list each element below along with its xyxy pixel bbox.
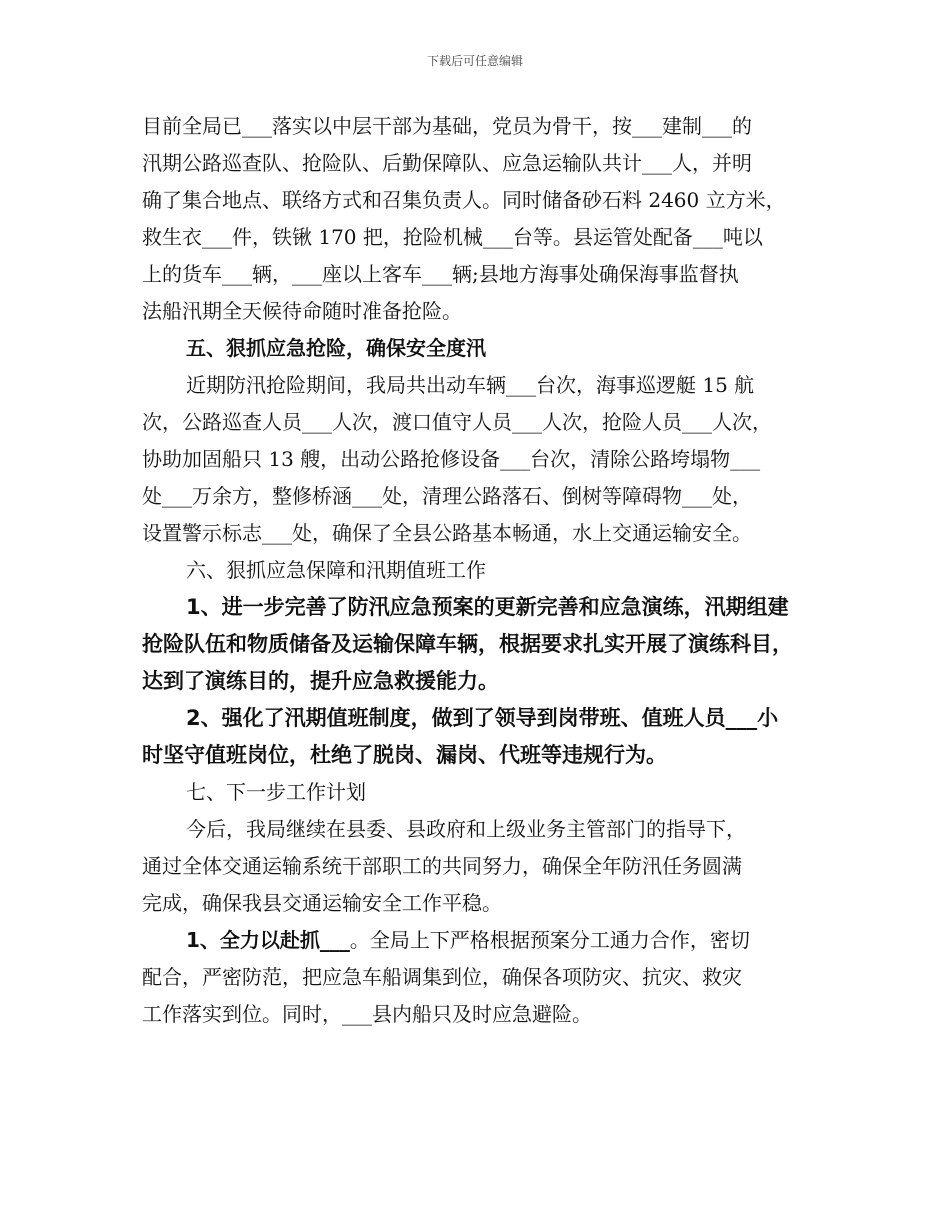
text-line: 抢险队伍和物质储备及运输保障车辆，根据要求扎实开展了演练科目， (142, 632, 793, 656)
item-all-out (142, 922, 824, 1033)
paragraph-emergency-rescue (142, 367, 824, 552)
item-plan-drill (142, 589, 824, 700)
text-line: 处___万余方，整修桥涵___处，清理公路落石、倒树等障碍物___处， (142, 484, 752, 508)
text-line: 通过全体交通运输系统干部职工的共同努力，确保全年防汛任务圆满 (142, 854, 742, 878)
text-line: 上的货车___辆，___座以上客车___辆;县地方海事处确保海事监督执 (142, 262, 739, 286)
section-heading-7: 七、下一步工作计划 (186, 780, 366, 804)
text-line: 配合，严密防范，把应急车船调集到位，确保各项防灾、抗灾、救灾 (142, 965, 742, 989)
text-line: 时坚守值班岗位，杜绝了脱岗、漏岗、代班等违规行为。 (142, 743, 667, 767)
text-line: 汛期公路巡查队、抢险队、后勤保障队、应急运输队共计___人，并明 (142, 151, 752, 175)
text-line: 完成，确保我县交通运输安全工作平稳。 (142, 891, 502, 915)
text-line: 次，公路巡查人员___人次，渡口值守人员___人次，抢险人员___人次， (142, 410, 772, 434)
item-lead-rest: 。全局上下严格根据预案分工通力合作，密切 (349, 928, 750, 952)
document-body (142, 108, 824, 1033)
section-heading-6: 六、狠抓应急保障和汛期值班工作 (186, 558, 486, 582)
text-line: 近期防汛抢险期间，我局共出动车辆___台次，海事巡逻艇 15 航 (186, 373, 755, 397)
text-line: 协助加固船只 13 艘，出动公路抢修设备___台次，清除公路垮塌物___ (142, 447, 761, 471)
paragraph-next-steps (142, 811, 824, 922)
section-heading-5: 五、狠抓应急抢险，确保安全度汛 (186, 336, 486, 360)
text-line: 1、进一步完善了防汛应急预案的更新完善和应急演练，汛期组建 (186, 595, 789, 619)
text-line: 2、强化了汛期值班制度，做到了领导到岗带班、值班人员___小 (186, 706, 779, 730)
paragraph-resources (142, 108, 824, 330)
text-line: 工作落实到位。同时，___县内船只及时应急避险。 (142, 1002, 592, 1026)
text-line: 确了集合地点、联络方式和召集负责人。同时储备砂石料 2460 立方米， (142, 188, 786, 212)
text-line (142, 922, 824, 959)
text-line: 达到了演练目的，提升应急救援能力。 (142, 669, 499, 693)
page-header: 下载后可任意编辑 (426, 54, 523, 68)
text-line: 今后，我局继续在县委、县政府和上级业务主管部门的指导下， (186, 817, 746, 841)
item-duty-system (142, 700, 824, 774)
item-lead-bold: 1、全力以赴抓___ (186, 928, 350, 952)
text-line: 设置警示标志___处，确保了全县公路基本畅通，水上交通运输安全。 (142, 521, 752, 545)
text-line: 法船汛期全天候待命随时准备抢险。 (142, 299, 462, 323)
text-line: 目前全局已___落实以中层干部为基础，党员为骨干，按___建制___的 (142, 114, 752, 138)
text-line: 救生衣___件，铁锹 170 把，抢险机械___台等。县运管处配备___吨以 (142, 225, 763, 249)
